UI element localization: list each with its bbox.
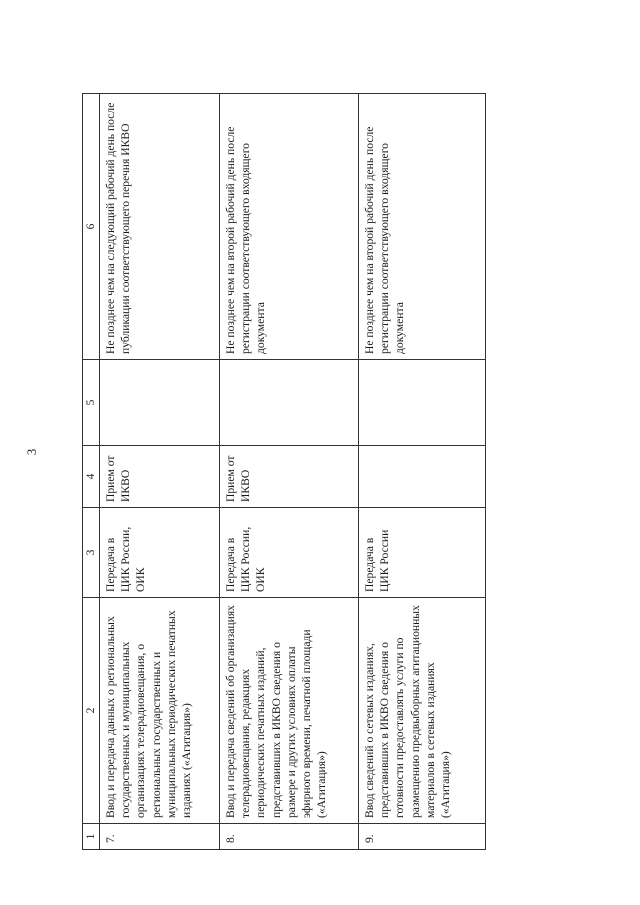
row-deadline: Не позднее чем на второй рабочий день после регистрации соответствующего входящего документа [220,94,359,360]
row-description: Ввод сведений о сетевых изданиях, представивших в ИКВО сведения о готовности предоставлять услуги по размещению предвыборных агитационных материалов в сетевых изданиях («Агитация») [359,598,486,824]
row-receive [359,446,486,508]
page-number: 3 [24,448,39,456]
row-col5 [220,360,359,446]
row-description: Ввод и передача данных о региональных государственных и муниципальных организациях телерадиовещания, о региональных государственных и муниципальных периодических печатных изданиях («Агитация») [100,598,220,824]
row-transfer: Передача в ЦИК России [359,508,486,598]
row-transfer: Передача в ЦИК России, ОИК [100,508,220,598]
row-transfer: Передача в ЦИК России, ОИК [220,508,359,598]
header-cell-3: 3 [83,508,100,598]
header-cell-1: 1 [83,824,100,850]
header-cell-4: 4 [83,446,100,508]
header-cell-6: 6 [83,94,100,360]
header-cell-5: 5 [83,360,100,446]
row-deadline: Не позднее чем на следующий рабочий день после публикации соответствующего перечня ИКВО [100,94,220,360]
row-number: 8. [220,824,359,850]
header-cell-2: 2 [83,598,100,824]
table-container [82,94,486,850]
row-receive: Прием от ИКВО [220,446,359,508]
row-number: 9. [359,824,486,850]
row-col5 [359,360,486,446]
schedule-table [82,93,486,850]
row-deadline: Не позднее чем на второй рабочий день после регистрации соответствующего входящего документа [359,94,486,360]
row-number: 7. [100,824,220,850]
table-row [100,94,220,850]
table-row [220,94,359,850]
table-header-row [83,94,100,850]
row-receive: Прием от ИКВО [100,446,220,508]
table-row [359,94,486,850]
row-col5 [100,360,220,446]
row-description: Ввод и передача сведений об организациях телерадиовещания, редакциях периодических печатных изданий, представивших в ИКВО сведения о размере и других условиях оплаты эфирного времени, печатной площади («Агитация») [220,598,359,824]
